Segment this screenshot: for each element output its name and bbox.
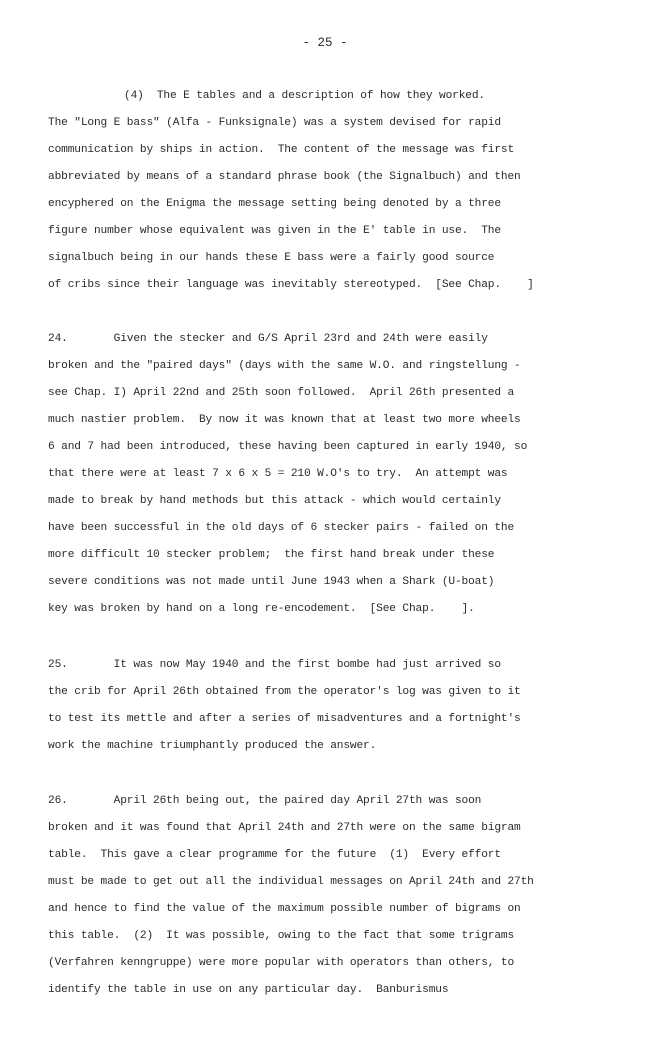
text-line: severe conditions was not made until June 1943 when a Shark (U-boat): [48, 576, 495, 588]
text-line: abbreviated by means of a standard phrase book (the Signalbuch) and then: [48, 171, 521, 183]
text-line: communication by ships in action. The content of the message was first: [48, 144, 515, 156]
text-line: that there were at least 7 x 6 x 5 = 210 W.O's to try. An attempt was: [48, 468, 508, 480]
text-line: 6 and 7 had been introduced, these having been captured in early 1940, so: [48, 441, 528, 453]
text-line: work the machine triumphantly produced the answer.: [48, 740, 377, 752]
text-line: much nastier problem. By now it was known that at least two more wheels: [48, 414, 521, 426]
text-line: encyphered on the Enigma the message setting being denoted by a three: [48, 198, 501, 210]
text-line: 25. It was now May 1940 and the first bombe had just arrived so: [48, 659, 501, 671]
text-line: made to break by hand methods but this attack - which would certainly: [48, 495, 501, 507]
text-line: of cribs since their language was inevitably stereotyped. [See Chap. ]: [48, 279, 534, 291]
text-line: and hence to find the value of the maximum possible number of bigrams on: [48, 903, 521, 915]
text-line: must be made to get out all the individual messages on April 24th and 27th: [48, 876, 534, 888]
paragraph-26: [48, 788, 608, 1004]
text-line: table. This gave a clear programme for the future (1) Every effort: [48, 849, 501, 861]
text-line: to test its mettle and after a series of misadventures and a fortnight's: [48, 713, 521, 725]
text-line: broken and the "paired days" (days with the same W.O. and ringstellung -: [48, 360, 521, 372]
paragraph-25: [48, 652, 608, 760]
text-line: 26. April 26th being out, the paired day April 27th was soon: [48, 795, 482, 807]
text-line: see Chap. I) April 22nd and 25th soon followed. April 26th presented a: [48, 387, 515, 399]
text-line: key was broken by hand on a long re-encodement. [See Chap. ].: [48, 603, 475, 615]
text-line: identify the table in use on any particular day. Banburismus: [48, 984, 449, 996]
text-line: broken and it was found that April 24th and 27th were on the same bigram: [48, 822, 521, 834]
text-line: 24. Given the stecker and G/S April 23rd and 24th were easily: [48, 333, 488, 345]
text-line: The "Long E bass" (Alfa - Funksignale) was a system devised for rapid: [48, 117, 501, 129]
paragraph-24: [48, 326, 608, 623]
text-line: (4) The E tables and a description of how they worked.: [124, 90, 485, 102]
text-line: this table. (2) It was possible, owing to the fact that some trigrams: [48, 930, 515, 942]
text-line: more difficult 10 stecker problem; the first hand break under these: [48, 549, 495, 561]
page-number: - 25 -: [302, 36, 348, 50]
text-line: have been successful in the old days of 6 stecker pairs - failed on the: [48, 522, 515, 534]
text-line: figure number whose equivalent was given in the E' table in use. The: [48, 225, 501, 237]
text-line: signalbuch being in our hands these E bass were a fairly good source: [48, 252, 495, 264]
paragraph-4: [48, 83, 608, 299]
text-line: the crib for April 26th obtained from the operator's log was given to it: [48, 686, 521, 698]
text-line: (Verfahren kenngruppe) were more popular with operators than others, to: [48, 957, 515, 969]
